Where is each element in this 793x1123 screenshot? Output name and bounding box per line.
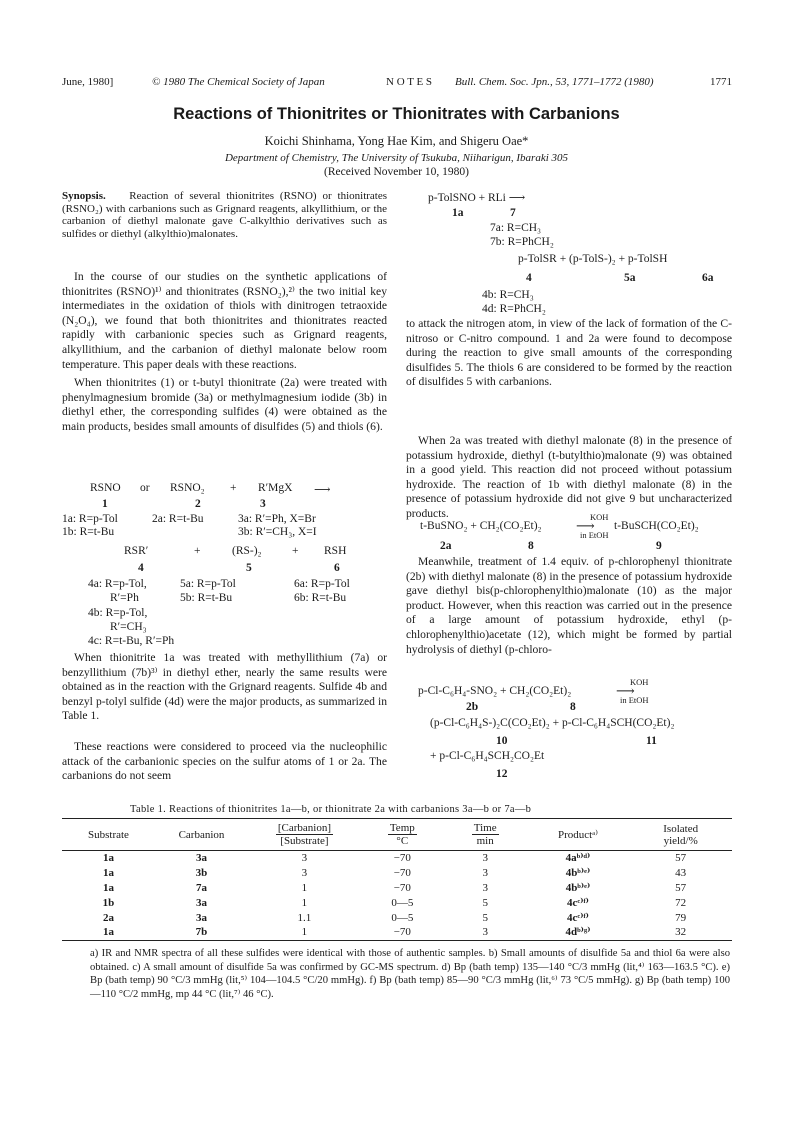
cell-temp: −70 xyxy=(393,852,411,865)
compound-number: 7 xyxy=(510,207,516,219)
header-page-number: 1771 xyxy=(710,76,732,88)
cell-time: 5 xyxy=(482,896,488,909)
cell-substrate: 1a xyxy=(102,852,114,865)
table-row xyxy=(62,925,732,940)
scheme-text: t-BuSCH(CO₂Et)₂ xyxy=(614,520,699,532)
cell-temp: 0—5 xyxy=(391,911,414,924)
table-row xyxy=(62,910,732,925)
affiliation: Department of Chemistry, The University of Tsukuba, Niiharigun, Ibaraki 305 xyxy=(224,152,569,164)
compound-number: 6a xyxy=(702,272,714,284)
col-header-time xyxy=(444,819,527,851)
cell-product: 4aᵇ⁾ᵈ⁾ xyxy=(565,852,591,865)
compound-number: 10 xyxy=(496,735,508,747)
synopsis xyxy=(62,190,387,240)
compound-number: 8 xyxy=(570,701,576,713)
reaction-scheme-4 xyxy=(406,677,732,787)
arrow-reagent: KOH xyxy=(590,512,609,522)
paragraph-text: When thionitrites (1) or t-butyl thionitrate (2a) were treated with phenylmagnesium bromide (3a) or methylmagnesium iodide (3b) in diethyl ether, the corresponding sulfides (4) were obtained as the main products, besides small amounts of disulfides (5) and thiols (6). xyxy=(62,376,387,433)
cell-substrate: 1a xyxy=(102,926,114,939)
cell-yield: 43 xyxy=(675,867,687,880)
cell-yield: 79 xyxy=(675,911,687,924)
header-date: June, 1980] xyxy=(62,76,114,88)
cell-carbanion: 3a xyxy=(195,896,207,909)
ratio-numerator: [Carbanion] xyxy=(277,822,331,834)
cell-ratio: 1 xyxy=(301,881,308,894)
paragraph-nitrogen-attack xyxy=(406,317,732,390)
col-header-yield xyxy=(629,819,732,851)
time-label: Time xyxy=(473,822,497,834)
cell-substrate: 2a xyxy=(102,911,114,924)
cell-ratio: 3 xyxy=(301,852,308,865)
paragraph-chlorophenyl xyxy=(406,555,732,657)
compound-number: 11 xyxy=(646,735,657,747)
paragraph-text: to attack the nitrogen atom, in view of the lack of formation of the C-nitroso or C-nitro compound. 1 and 2a were found to decompose during the reaction to give small amounts of the corresponding disulfides 5. The thiols 6 are considered to be formed by the reaction of disulfides 5 with carbanions. xyxy=(406,317,732,389)
scheme-text: t-BuSNO₂ + CH₂(CO₂Et)₂ xyxy=(420,520,542,532)
cell-product: 4dᵇ⁾ᵍ⁾ xyxy=(565,926,591,939)
col-header-carbanion: Carbanion xyxy=(155,819,248,851)
scheme-text: p-Cl-C₆H₄-SNO₂ + CH₂(CO₂Et)₂ xyxy=(418,685,572,697)
cell-carbanion: 3a xyxy=(195,852,207,865)
paragraph-text: When thionitrite 1a was treated with methyllithium (7a) or benzyllithium (7b)³⁾ in diethyl ether, nearly the same results were obtained as in the reaction with the Grignard reagents. Sulfide 4b and benzyl p-tolyl sulfide (4d) were the major products, as summarized in Table 1. xyxy=(62,651,387,723)
scheme-text: 1b: R=t-Bu xyxy=(62,526,115,538)
synopsis-label: Synopsis. xyxy=(62,190,106,202)
cell-product: 4bᵇ⁾ᵉ⁾ xyxy=(565,867,591,880)
header-journal: Bull. Chem. Soc. Jpn., 53, 1771–1772 (1980) xyxy=(455,76,654,88)
paragraph-mechanism xyxy=(62,740,387,784)
cell-product: 4cᶜ⁾ᶠ⁾ xyxy=(567,911,589,924)
reaction-scheme-3 xyxy=(406,512,732,554)
reaction-scheme-2 xyxy=(406,190,732,315)
cell-time: 5 xyxy=(482,911,488,924)
scheme-text: RSNO xyxy=(90,482,121,494)
table-row xyxy=(62,866,732,881)
cell-carbanion: 3b xyxy=(195,867,208,880)
paragraph-text: These reactions were considered to proceed via the nucleophilic attack of the carbanionic species on the sulfur atoms of 1 or 2a. The carbanions do not seem xyxy=(62,740,387,783)
paragraph-text: In the course of our studies on the synthetic applications of thionitrites (RSNO)¹⁾ and thionitrates (RSNO₂),²⁾ the two initial key intermediates in the oxidation of thiols with dinitrogen tetraoxide (N₂O₄), we found that both thionitrites and thionitrates reacted rapidly with carbanionic species such as Grignard reagents, alkyllithium, and the carbanion of diethyl malonate below room temperature. This paper deals with these reactions. xyxy=(62,270,387,371)
scheme-text: 6b: R=t-Bu xyxy=(294,592,347,604)
scheme-text: 3a: R′=Ph, X=Br xyxy=(238,513,316,525)
scheme-text: p-TolSNO + RLi ⟶ xyxy=(428,192,526,204)
scheme-text: 2a: R=t-Bu xyxy=(152,513,204,525)
scheme-text: 4a: R=p-Tol, xyxy=(88,578,147,590)
reaction-arrow: ⟶ xyxy=(576,518,595,533)
scheme-text: RSR′ xyxy=(124,545,149,557)
cell-substrate: 1b xyxy=(102,896,115,909)
scheme-text: 4b: R=CH₃ xyxy=(482,289,534,301)
yield-unit: yield/% xyxy=(663,834,698,847)
cell-temp: −70 xyxy=(393,881,411,894)
compound-number: 12 xyxy=(496,768,508,780)
cell-temp: 0—5 xyxy=(391,896,414,909)
scheme-text: 6a: R=p-Tol xyxy=(294,578,350,590)
scheme-text: ⟶ xyxy=(314,484,331,496)
scheme-text: or xyxy=(140,482,150,494)
compound-number: 2b xyxy=(466,701,479,713)
compound-number: 8 xyxy=(528,540,534,552)
cell-temp: −70 xyxy=(393,926,411,939)
cell-product: 4cᶜ⁾ᶠ⁾ xyxy=(567,896,589,909)
cell-ratio: 3 xyxy=(301,867,308,880)
synopsis-text: Reaction of several thionitrites (RSNO) or thionitrates (RSNO₂) with carbanions such as Grignard reagents, alkyllithium, or the carbanion of diethyl malonate gave C-alkylthio derivatives such as sulfides or diethyl (alkylthio)malonates. xyxy=(62,190,388,240)
header-copyright: © 1980 The Chemical Society of Japan xyxy=(152,76,325,88)
time-unit: min xyxy=(476,835,494,847)
arrow-solvent: in EtOH xyxy=(620,695,649,705)
scheme-text: + p-Cl-C₆H₄SCH₂CO₂Et xyxy=(430,750,545,762)
scheme-text: 5a: R=p-Tol xyxy=(180,578,236,590)
scheme-text: R′=Ph xyxy=(110,592,139,604)
paragraph-text: When 2a was treated with diethyl malonate (8) in the presence of potassium hydroxide, diethyl (t-butylthio)malonate (9) was obtained in a good yield. This reaction did not proceed without potassium hydroxide. The reaction of 1b with diethyl malonate (8) in the presence of potassium hydroxide did not give 9 but uncharacterized products. xyxy=(406,434,732,520)
header-section: N O T E S xyxy=(386,76,433,88)
scheme-text: RSH xyxy=(324,545,347,557)
col-header-substrate: Substrate xyxy=(62,819,155,851)
article-title: Reactions of Thionitrites or Thionitrates with Carbanions xyxy=(173,105,620,123)
compound-number: 3 xyxy=(260,498,266,510)
scheme-text: (p-Cl-C₆H₄S-)₂C(CO₂Et)₂ + p-Cl-C₆H₄SCH(CO₂Et)₂ xyxy=(430,717,675,729)
cell-yield: 72 xyxy=(675,896,687,909)
scheme-text: 3b: R′=CH₃, X=I xyxy=(238,526,317,538)
temp-unit: °C xyxy=(396,835,409,847)
scheme-text: 7a: R=CH₃ xyxy=(490,222,542,234)
cell-ratio: 1.1 xyxy=(297,911,312,924)
cell-carbanion: 7a xyxy=(195,881,207,894)
paragraph-text: Meanwhile, treatment of 1.4 equiv. of p-chlorophenyl thionitrate (2b) with diethyl malonate (8) in the presence of potassium hydroxide gave diethyl bis(p-chlorophenylthio)malonate (10) as the major product. However, when this reaction was carried out in the presence of a large amount of potassium hydroxide, ethyl (p-chlorophenylthio)acetate (12), which might be formed by partial hydrolysis of diethyl (p-chloro- xyxy=(406,555,732,656)
scheme-text: 5b: R=t-Bu xyxy=(180,592,233,604)
paragraph-lithium xyxy=(62,651,387,724)
col-header-ratio xyxy=(248,819,361,851)
reaction-arrow: ⟶ xyxy=(616,683,635,698)
arrow-reagent: KOH xyxy=(630,677,649,687)
scheme-text: 4d: R=PhCH₂ xyxy=(482,303,546,315)
compound-number: 1 xyxy=(102,498,108,510)
paragraph-grignard xyxy=(62,376,387,434)
cell-temp: −70 xyxy=(393,867,411,880)
compound-number: 5 xyxy=(246,562,252,574)
table-footnotes: a) IR and NMR spectra of all these sulfides were identical with those of authentic samples. b) Small amounts of disulfide 5a and thiol 6a were also obtained. c) A small amount of disulfide 5a was confirmed by GC-MS spectrum. d) Bp (bath temp) 135—140 °C/3 mmHg (lit,⁴⁾ 163—163.5 °C). e) Bp (bath temp) 90 °C/3 mmHg (lit,⁵⁾ 104—104.5 °C/20 mmHg). f) Bp (bath temp) 85—90 °C/3 mmHg (lit,⁶⁾ 73 °C/5 mmHg). g) Bp (bath temp) 100—110 °C/2 mmHg, mp 44 °C (lit,⁷⁾ 46 °C). xyxy=(90,948,730,1000)
cell-ratio: 1 xyxy=(301,896,308,909)
scheme-text: 4c: R=t-Bu, R′=Ph xyxy=(88,635,175,647)
scheme-text: 4b: R=p-Tol, xyxy=(88,607,148,619)
scheme-text: 7b: R=PhCH₂ xyxy=(490,236,554,248)
paragraph-malonate xyxy=(406,434,732,522)
cell-yield: 57 xyxy=(675,852,687,865)
compound-number: 1a xyxy=(452,207,464,219)
col-header-product: Productᵃ⁾ xyxy=(527,819,630,851)
cell-carbanion: 3a xyxy=(195,911,207,924)
compound-number: 9 xyxy=(656,540,662,552)
cell-ratio: 1 xyxy=(301,926,308,939)
temp-label: Temp xyxy=(389,822,415,834)
table-row xyxy=(62,881,732,896)
ratio-denominator: [Substrate] xyxy=(280,835,329,847)
scheme-text: 1a: R=p-Tol xyxy=(62,513,118,525)
table-row xyxy=(62,895,732,910)
table-header-row xyxy=(62,819,732,851)
cell-yield: 32 xyxy=(675,926,687,939)
compound-number: 5a xyxy=(624,272,636,284)
compound-number: 2 xyxy=(195,498,201,510)
arrow-solvent: in EtOH xyxy=(580,530,609,540)
scheme-text: (RS-)₂ xyxy=(232,545,262,557)
scheme-text: + xyxy=(292,545,299,557)
table-row xyxy=(62,851,732,866)
reaction-scheme-1 xyxy=(62,482,387,647)
scheme-text: RSNO₂ xyxy=(170,482,205,494)
received-date: (Received November 10, 1980) xyxy=(324,166,469,178)
cell-product: 4bᵇ⁾ᵉ⁾ xyxy=(565,881,591,894)
col-header-temp xyxy=(361,819,444,851)
cell-substrate: 1a xyxy=(102,867,114,880)
cell-substrate: 1a xyxy=(102,881,114,894)
yield-label: Isolated xyxy=(663,822,699,835)
cell-time: 3 xyxy=(482,926,488,939)
scheme-text: R′=CH₃ xyxy=(110,621,147,633)
compound-number: 2a xyxy=(440,540,452,552)
compound-number: 4 xyxy=(526,272,532,284)
cell-yield: 57 xyxy=(675,881,687,894)
cell-time: 3 xyxy=(482,881,488,894)
compound-number: 4 xyxy=(138,562,144,574)
scheme-text: + xyxy=(194,545,201,557)
results-table xyxy=(62,818,732,941)
cell-time: 3 xyxy=(482,867,488,880)
paragraph-intro xyxy=(62,270,387,372)
author-list: Koichi Shinhama, Yong Hae Kim, and Shigeru Oae* xyxy=(264,134,529,148)
cell-time: 3 xyxy=(482,852,488,865)
scheme-text: p-TolSR + (p-TolS-)₂ + p-TolSH xyxy=(518,253,668,265)
scheme-text: R′MgX xyxy=(258,482,293,494)
compound-number: 6 xyxy=(334,562,340,574)
cell-carbanion: 7b xyxy=(195,926,208,939)
table-caption: Table 1. Reactions of thionitrites 1a—b, or thionitrate 2a with carbanions 3a—b or 7a—b xyxy=(130,804,532,815)
scheme-text: + xyxy=(230,482,237,494)
